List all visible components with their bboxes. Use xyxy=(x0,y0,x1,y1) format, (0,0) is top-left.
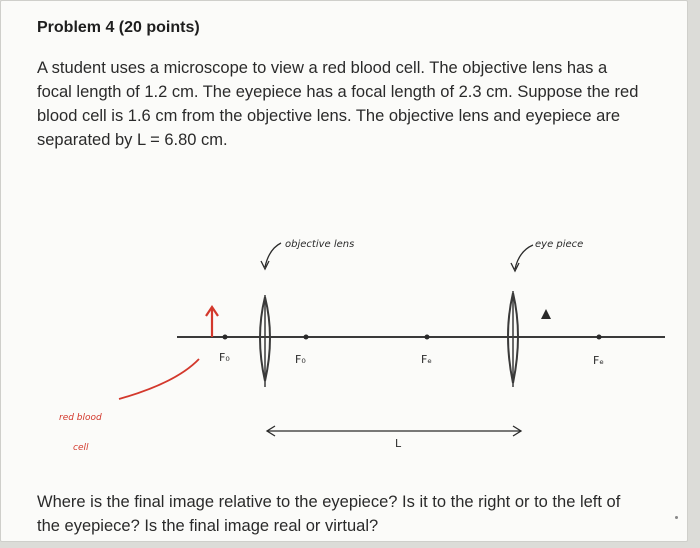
eyepiece-lens xyxy=(508,291,518,387)
cell-label-line2: cell xyxy=(73,443,89,453)
separation-arrow xyxy=(267,426,521,436)
problem-statement xyxy=(37,56,677,152)
image-arrowhead xyxy=(541,309,551,319)
focal-point-objective-left xyxy=(223,335,228,340)
question-line: Where is the final image relative to the eyepiece? Is it to the right or to the left of xyxy=(37,493,621,511)
question-statement xyxy=(37,490,677,538)
problem-line: focal length of 1.2 cm. The eyepiece has a focal length of 2.3 cm. Suppose the red xyxy=(37,83,639,101)
objective-lens-label: objective lens xyxy=(285,239,355,250)
object-arrow xyxy=(206,307,218,337)
cell-label-line1: red blood xyxy=(59,413,102,423)
microscope-diagram xyxy=(1,221,687,481)
objective-lens xyxy=(260,295,270,387)
problem-line: separated by L = 6.80 cm. xyxy=(37,131,228,149)
eyepiece-label: eye piece xyxy=(535,239,584,250)
problem-line: blood cell is 1.6 cm from the objective lens. The objective lens and eyepiece are xyxy=(37,107,621,125)
focal-label-eyepiece-left: Fₑ xyxy=(421,353,432,366)
cell-pointer-line xyxy=(119,359,199,399)
question-line: the eyepiece? Is the final image real or virtual? xyxy=(37,517,379,535)
stray-dot xyxy=(675,516,678,519)
problem-line: A student uses a microscope to view a red blood cell. The objective lens has a xyxy=(37,59,608,77)
separation-label: L xyxy=(395,437,402,450)
focal-point-eyepiece-left xyxy=(425,335,430,340)
focal-point-eyepiece-right xyxy=(597,335,602,340)
focal-label-eyepiece-right: Fₑ xyxy=(593,354,604,367)
focal-label-objective-left: F₀ xyxy=(219,351,230,364)
focal-label-objective-right: F₀ xyxy=(295,353,306,366)
problem-title: Problem 4 (20 points) xyxy=(37,19,200,36)
focal-point-objective-right xyxy=(304,335,309,340)
